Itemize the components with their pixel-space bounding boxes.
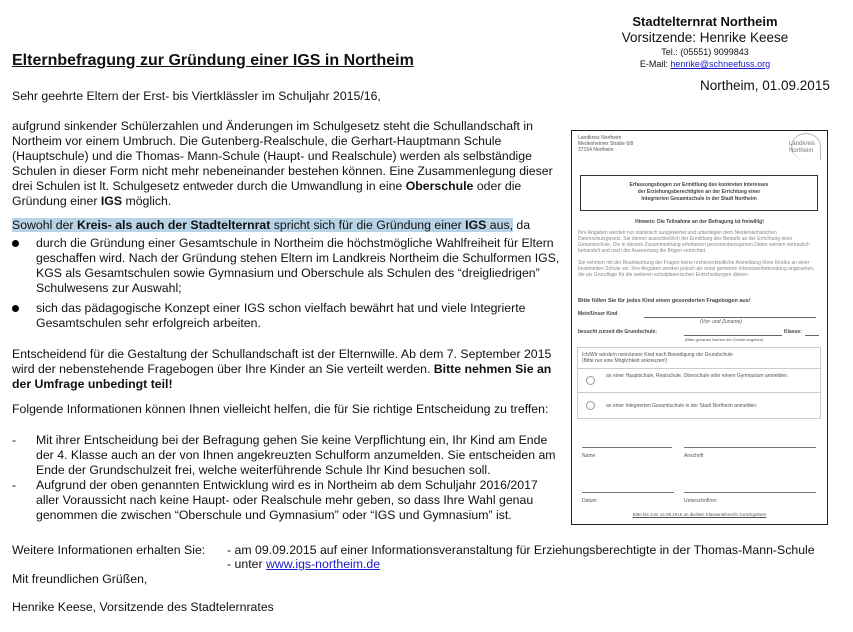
signature-line	[582, 447, 672, 448]
form-title-line: Erfassungsbogen zur Ermittlung des konkreten Interesses	[629, 182, 769, 188]
email-label: E-Mail:	[639, 59, 671, 69]
decisive-text: Entscheidend für die Gestaltung der Schullandschaft ist der Elternwille. Ab dem 7. September 2015 wird der nebenstehende Fragebogen über Ihre Kinder an Sie verteilt werden.	[12, 347, 552, 376]
class-line	[805, 329, 819, 336]
email-link[interactable]: henrike@schneefuss.org	[670, 59, 771, 69]
info-website	[227, 557, 815, 571]
support-text-3: aus,	[486, 218, 514, 232]
school-line	[684, 329, 782, 336]
form-request: Bitte füllen Sie für jedes Kind einen gesonderten Fragebogen aus!	[578, 298, 751, 304]
support-text-2: spricht sich für die Gründung einer	[270, 218, 466, 232]
name-label: Name	[582, 453, 596, 459]
chair-name: Vorsitzende: Henrike Keese	[621, 30, 789, 45]
child-label: Mein/Unser Kind	[578, 311, 618, 317]
support-text-1: Sowohl der	[12, 218, 77, 232]
class-label: Klasse:	[784, 329, 802, 335]
intro-text-b: oder die Gründung einer	[12, 179, 522, 208]
further-info-list	[227, 543, 815, 571]
radio-option-2-icon	[586, 401, 595, 410]
further-info-label: Weitere Informationen erhalten Sie:	[12, 543, 206, 557]
info-text: Mit ihrer Entscheidung bei der Befragung gehen Sie keine Verpflichtung ein, Ihr Kind am Ende der 4. Klasse auch an der von Ihnen angekreuzten Schulform anzumelden. Sie entscheiden am Ende der Grundschulzeit frei, welche weiterführende Schule Ihr Kind besuchen soll.	[36, 433, 556, 477]
email-line	[590, 58, 820, 70]
phone-number: Tel.: (05551) 9099843	[661, 47, 749, 57]
radio-option-1-icon	[586, 376, 595, 385]
intro-text-a: aufgrund sinkender Schülerzahlen und Änderungen im Schulgesetz steht die Schullandschaft in Northeim vor einem Umbruch. Die Gutenberg-Realschule, die Gerhart-Hauptmann Schule (Hauptschule) und die Thomas- Mann-Schule (Haupt- und Realschule) werden als selbständige Schulen in dieser Form nicht mehr nebeneinander bestehen können. Eine Zusammenlegung dieser drei Schulen ist lt. Schulgesetz entweder durch die Umwandlung in eine	[12, 119, 553, 193]
intro-paragraph	[12, 119, 562, 209]
form-hint: Hinweis: Die Teilnahme an der Befragung ist freiwillig!	[635, 219, 764, 225]
bullet-icon	[12, 305, 19, 312]
divider	[578, 368, 820, 369]
salutation: Sehr geehrte Eltern der Erst- bis Viertklässler im Schuljahr 2015/16,	[12, 89, 381, 103]
form-title-line: Integrierten Gesamtschule in der Stadt Northeim	[641, 196, 757, 202]
reason-text: durch die Gründung einer Gesamtschule in Northeim die höchstmögliche Wahlfreiheit für Eltern geschaffen wird. Nach der Gründung stehen Eltern im Landkreis Northeim die Schulformen IGS, KGS als Gesamtschulen sowie Gymnasium und Oberschule als Schulen des “dreigliedrigen” Schulwesens zur Auswahl;	[36, 236, 560, 295]
choice-intro	[582, 352, 733, 364]
logo-line: Landkreis	[788, 141, 815, 147]
address-label: Anschrift	[684, 453, 704, 459]
dash-marker: -	[12, 433, 17, 447]
document-title: Elternbefragung zur Gründung einer IGS in Northeim	[12, 52, 414, 69]
intro-bold-igs: IGS	[100, 194, 123, 208]
dash-marker: -	[12, 478, 17, 492]
website-prefix: - unter	[227, 557, 266, 571]
form-title-box	[580, 175, 818, 211]
place-date: Northeim, 01.09.2015	[700, 78, 830, 93]
form-privacy-text: Ihre Angaben werden nur statistisch ausgewertet und unterliegen dem Niedersächsischen Datenschutzgesetz. Sie dienen ausschließlich der Ermittlung des Bedarfs an der Errichtung einer Gesamtschule. Die in diesem Zusammenhang erhobenen personenbezogenen Daten werden vertraulich behandelt und nach der Auswertung die Bögen vernichtet.	[578, 230, 810, 254]
signature: Henrike Keese, Vorsitzende des Stadtelernrates	[12, 600, 274, 614]
info-intro: Folgende Informationen können Ihnen vielleicht helfen, die für Sie richtige Entscheidung zu treffen:	[12, 402, 549, 416]
decisive-paragraph	[12, 347, 562, 392]
organization-name: Stadtelternrat Northeim	[632, 14, 778, 29]
support-statement[interactable]	[12, 218, 562, 233]
district-logo-text	[789, 141, 815, 155]
signature-line	[684, 492, 816, 493]
return-note: Bitte bis zum 14.09.2015 an die/den Klassenlehrer/in zurückgeben!	[632, 512, 767, 517]
closing: Mit freundlichen Grüßen,	[12, 572, 148, 586]
website-link[interactable]: www.igs-northeim.de	[265, 557, 381, 571]
info-text: Aufgrund der oben genannten Entwicklung wird es in Northeim ab dem Schuljahr 2016/2017 aller Voraussicht nach keine Haupt- oder Realschule mehr geben, so dass Ihre Wahl genau genommen die zwischen “Oberschule und Gymnasium” oder “IGS und Gymnasium” ist.	[36, 478, 538, 522]
divider	[578, 392, 820, 393]
signatures-label: Unterschrift/en	[684, 498, 717, 504]
form-address-line: Landkreis Northeim	[578, 135, 622, 141]
support-bold-igs: IGS	[465, 218, 487, 232]
support-bold-councils: Kreis- als auch der Stadtelternrat	[76, 218, 271, 232]
decisive-call-to-action: Bitte nehmen Sie an der Umfrage unbedingt teil!	[12, 362, 552, 391]
intro-bold-oberschule: Oberschule	[405, 179, 474, 193]
letterhead	[590, 14, 820, 70]
school-hint: (Bitte genauen Namen der Schule angeben)	[685, 337, 764, 342]
form-address-line: Medenheimer Straße 6/8	[578, 141, 634, 147]
support-text-4: da	[513, 218, 531, 232]
option-2-text: an einer Integrierten Gesamtschule in der Stadt Northeim anmelden.	[606, 403, 758, 409]
info-event: - am 09.09.2015 auf einer Informationsveranstaltung für Erziehungsberechtigte in der Thomas-Mann-Schule	[227, 543, 815, 557]
choice-intro-line: Ich/Wir würde/n mein/unser Kind nach Beendigung der Grundschule	[582, 352, 733, 358]
choice-box	[577, 347, 821, 419]
form-title-line: der Erziehungsberechtigten an der Errichtung einer	[637, 189, 761, 195]
school-label: besucht zurzeit die Grundschule:	[578, 329, 657, 335]
signature-line	[684, 447, 816, 448]
form-legal-text: Sie nehmen mit der Beantwortung der Fragen keine rechtsverbindliche Anmeldung Ihres Kindes an einer bestimmten Schule vor. Ihre Angaben werden jedoch als ernst gemeinte Interessenbekundung angesehen, die als Grundlage für die weiteren schulplanerischen Entscheidungen dienen.	[578, 260, 815, 278]
bullet-icon	[12, 240, 19, 247]
reason-text: sich das pädagogische Konzept einer IGS schon vielfach bewährt hat und viele Integrierte Gesamtschulen sehr erfolgreich arbeiten.	[36, 301, 526, 330]
intro-text-c: möglich.	[122, 194, 172, 208]
form-address-line: 37154 Northeim	[578, 147, 614, 153]
child-name-line	[644, 311, 816, 318]
choice-intro-line: (Bitte nur eine Möglichkeit ankreuzen!)	[582, 358, 668, 364]
date-label: Datum	[582, 498, 597, 504]
logo-line: Northeim	[788, 148, 814, 154]
option-1-text: an einer Hauptschule, Realschule, Oberschule oder einem Gymnasium anmelden.	[606, 373, 789, 379]
child-hint: (Vor- und Zuname)	[700, 319, 742, 325]
highlighted-selection[interactable]	[12, 218, 513, 232]
form-address	[578, 135, 633, 153]
questionnaire-image	[571, 130, 828, 525]
signature-line	[582, 492, 674, 493]
